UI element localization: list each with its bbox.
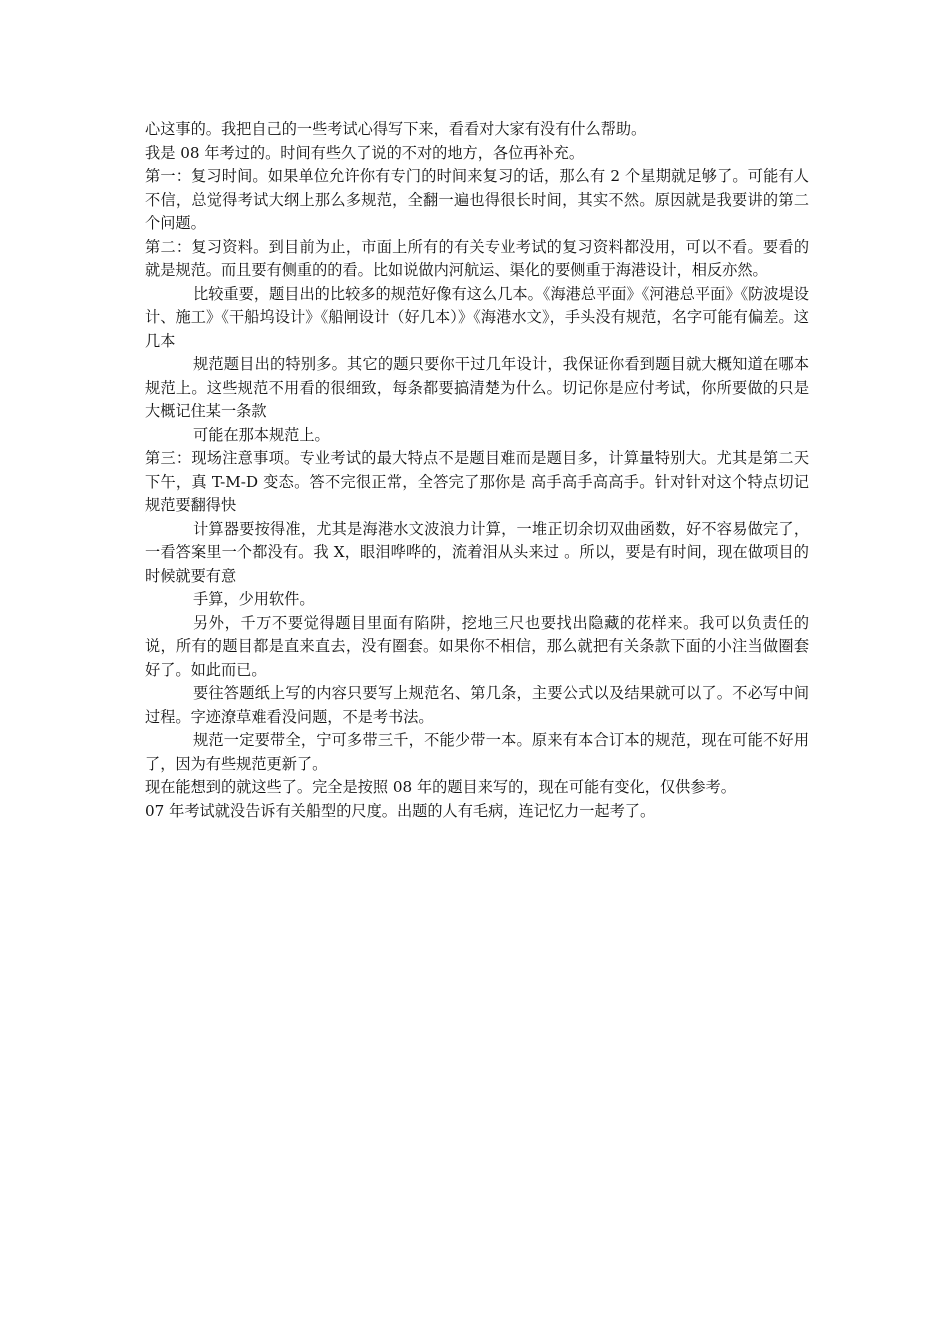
- paragraph: 第三：现场注意事项。专业考试的最大特点不是题目难而是题目多，计算量特别大。尤其是第二天下午，真 T-M-D 变态。答不完很正常，全答完了那你是 高手高手高高手。针对针对这个特点切记规范要翻得快: [145, 449, 809, 514]
- paragraph: 计算器要按得准，尤其是海港水文波浪力计算，一堆正切余切双曲函数，好不容易做完了，一看答案里一个都没有。我 X，眼泪哗哗的，流着泪从头来过 。所以，要是有时间，现在做项目的时候就要有意: [145, 519, 809, 585]
- paragraph: 规范题目出的特别多。其它的题只要你干过几年设计，我保证你看到题目就大概知道在哪本规范上。这些规范不用看的很细致，每条都要搞清楚为什么。切记你是应付考试，你所要做的只是大概记住某一条款: [145, 355, 809, 420]
- paragraph: 另外，千万不要觉得题目里面有陷阱，挖地三尺也要找出隐藏的花样来。我可以负责任的说，所有的题目都是直来直去，没有圈套。如果你不相信，那么就把有关条款下面的小注当做圈套好了。如此而已。: [145, 613, 809, 679]
- paragraph: 心这事的。我把自己的一些考试心得写下来，看看对大家有没有什么帮助。: [145, 120, 647, 138]
- paragraph: 可能在那本规范上。: [193, 425, 330, 444]
- paragraph: 我是 08 年考过的。时间有些久了说的不对的地方，各位再补充。: [145, 143, 585, 162]
- paragraph: 比较重要，题目出的比较多的规范好像有这么几本。《海港总平面》《河港总平面》《防波堤设计、施工》《干船坞设计》《船闸设计（好几本）》《海港水文》，手头没有规范，名字可能有偏差。这几本: [145, 284, 809, 350]
- paragraph: 规范一定要带全，宁可多带三千，不能少带一本。原来有本合订本的规范，现在可能不好用了，因为有些规范更新了。: [145, 731, 809, 773]
- paragraph: 第二：复习资料。到目前为止，市面上所有的有关专业考试的复习资料都没用，可以不看。要看的就是规范。而且要有侧重的的看。比如说做内河航运、渠化的要侧重于海港设计，相反亦然。: [145, 237, 809, 279]
- paragraph: 要往答题纸上写的内容只要写上规范名、第几条，主要公式以及结果就可以了。不必写中间过程。字迹潦草难看没问题，不是考书法。: [145, 684, 809, 726]
- paragraph: 第一：复习时间。如果单位允许你有专门的时间来复习的话，那么有 2 个星期就足够了。可能有人不信，总觉得考试大纲上那么多规范，全翻一遍也得很长时间，其实不然。原因就是我要讲的第二个问题。: [145, 167, 809, 232]
- document-body: [145, 118, 809, 823]
- paragraph: 07 年考试就没告诉有关船型的尺度。出题的人有毛病，连记忆力一起考了。: [145, 801, 656, 820]
- paragraph: 手算，少用软件。: [193, 590, 315, 608]
- paragraph: 现在能想到的就这些了。完全是按照 08 年的题目来写的，现在可能有变化，仅供参考。: [145, 778, 736, 796]
